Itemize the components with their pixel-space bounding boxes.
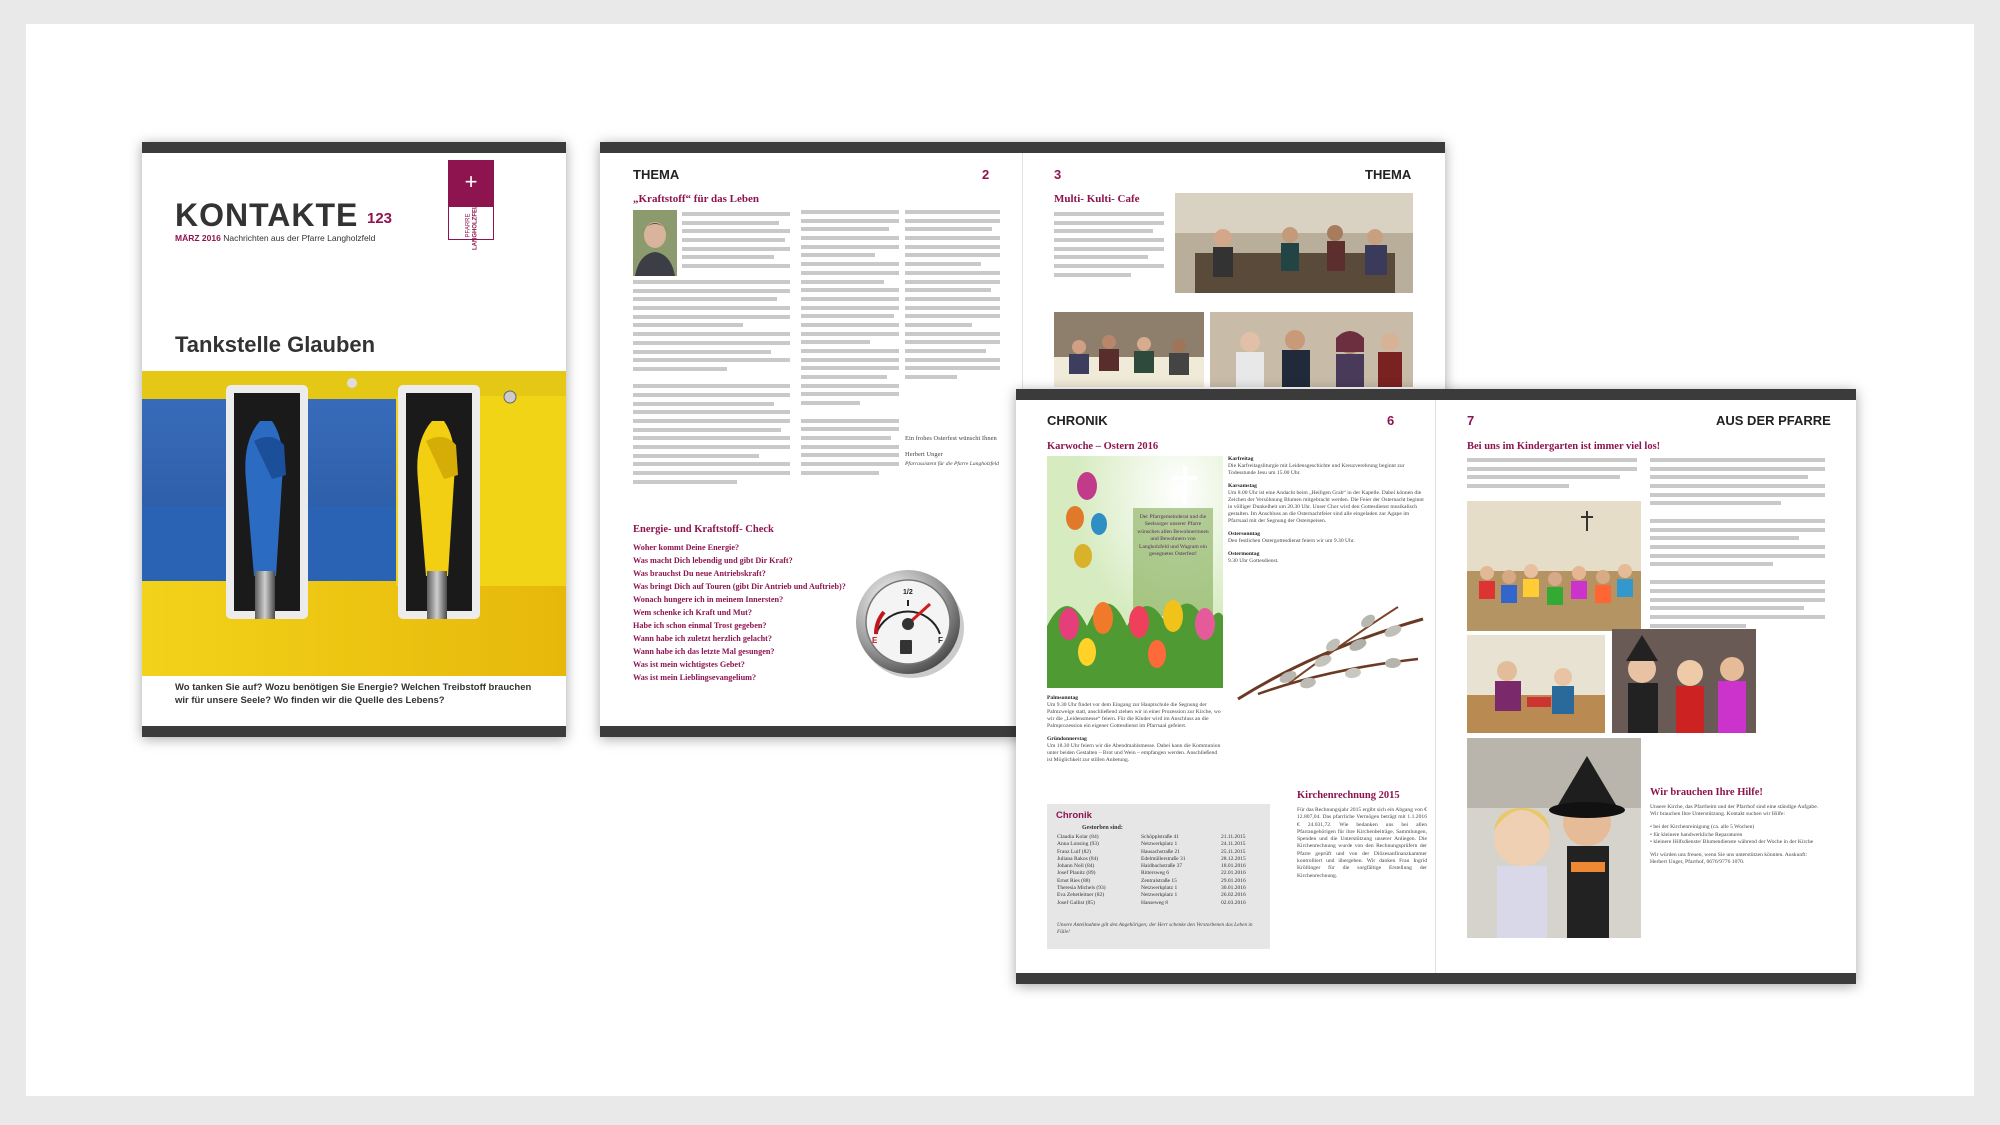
- death-street: Rittersweg 6: [1141, 870, 1169, 877]
- death-name: Juliana Rakos (84): [1057, 855, 1099, 862]
- cafe-photo-1: [1175, 193, 1413, 293]
- day-text: Um 8.00 Uhr ist eine Andacht beim „Heiligen Grab“ in der Kapelle. Dabei können die Zeichen der Versöhnung Blumen mitgebracht werden. Die Feier der Osternacht beginnt in völliger Dunkelheit um 20.30 Uhr. Unser Chor wird den Gottesdienst musikalisch gestalten. Im Anschluss an die Osternachtfeier sind alle eingeladen zur Agape im Pfarrsaal mit der Segnung der Osterspeisen.: [1228, 490, 1424, 524]
- page2-signature: [905, 432, 1015, 468]
- check-question: Was ist mein wichtigstes Gebet?: [633, 660, 745, 669]
- author-role: Pfarrassistent für die Pfarre Langholzfeld: [905, 461, 999, 467]
- help-text: Unsere Kirche, das Pfarrheim und der Pfarrhof sind eine ständige Aufgabe. Wir brauchen Ihre Unterstützung. Kontakt suchen wir Hilfe:: [1650, 804, 1819, 818]
- death-street: Zentralstraße 15: [1141, 877, 1177, 884]
- check-question: Was ist mein Lieblingsevangelium?: [633, 673, 757, 682]
- death-date: 21.11.2015: [1221, 834, 1246, 840]
- death-street: Netzwerkplatz 1: [1141, 841, 1178, 848]
- death-date: 24.11.2015: [1221, 841, 1246, 848]
- death-street: Edelmüllerstraße 31: [1141, 855, 1186, 862]
- page3-title: Multi- Kulti- Cafe: [1054, 193, 1140, 205]
- death-date: 28.12.2015: [1221, 855, 1246, 862]
- death-street: Schöpplstraße 41: [1141, 834, 1180, 840]
- death-street: Netzwerkplatz 1: [1141, 892, 1178, 899]
- gruendonnerstag-title: Gründonnerstag: [1047, 736, 1087, 742]
- cover-title: KONTAKTE: [175, 197, 359, 233]
- death-date: 26.02.2016: [1221, 892, 1246, 899]
- page7-section: AUS DER PFARRE: [1716, 413, 1831, 428]
- check-question-list: [633, 541, 846, 684]
- parish-logo-label: [448, 201, 494, 250]
- issue-number: 123: [367, 210, 393, 227]
- death-entry-row: [1057, 892, 1262, 899]
- death-name: Ernst Ries (88): [1057, 877, 1091, 884]
- death-date: 29.01.2016: [1221, 877, 1246, 884]
- kindergarten-photo-2: [1467, 635, 1605, 733]
- page2-column-1b-text: [633, 280, 790, 510]
- death-date: 18.01.2016: [1221, 863, 1246, 870]
- day-text: Den festlichen Ostergottesdienst feiern wir um 9.30 Uhr.: [1228, 538, 1355, 544]
- death-street: Hanseweg 8: [1141, 899, 1169, 906]
- spread-pages-6-7: [1016, 389, 1856, 984]
- cover-date-line: [175, 233, 375, 243]
- logo-line-2: LANGHOLZFELD: [472, 201, 478, 250]
- kindergarten-photo-3: [1612, 629, 1756, 733]
- check-question: Was bringt Dich auf Touren (gibt Dir Antrieb und Auftrieb)?: [633, 582, 846, 591]
- cover-subtitle: Nachrichten aus der Pfarre Langholzfeld: [223, 233, 376, 243]
- day-title: Ostermontag: [1228, 551, 1260, 557]
- palmsonntag-text: Um 9.30 Uhr findet vor dem Eingang zur Hauptschule die Segnung der Palmzweige statt, anschließend ziehen wir in einer Prozession zur Kirche, wo wir die „Leidensmesse“ feiern. Für die Kinder wird im Anschluss an die Palmprozession ein eigener Gottesdienst im Pfarrsaal gefeiert.: [1047, 702, 1221, 729]
- check-question: Habe ich schon einmal Trost gegeben?: [633, 621, 767, 630]
- page7-intro-text: [1467, 458, 1637, 498]
- gauge-empty-label: E: [872, 636, 878, 645]
- page2-section: THEMA: [633, 167, 680, 182]
- gauge-full-label: F: [938, 636, 943, 645]
- help-item-text: bei der Kirchenreinigung (ca. alle 5 Wochen): [1653, 824, 1755, 831]
- help-item: • für kleinere handwerkliche Reparaturen: [1650, 831, 1743, 838]
- death-name: Theresia Michels (93): [1057, 885, 1106, 892]
- cover-page: [142, 142, 566, 737]
- page2-column-3-text: [905, 210, 1000, 420]
- death-street: Netzwerkplatz 1: [1141, 885, 1178, 892]
- page7-number: 7: [1467, 413, 1475, 428]
- chronik-box: [1047, 804, 1270, 949]
- day-title: Ostersonntag: [1228, 531, 1261, 537]
- death-name: Franz Luif (82): [1057, 848, 1091, 855]
- spread-gutter: [1435, 400, 1436, 973]
- kindergarten-photo-4: [1467, 738, 1641, 938]
- check-question: Wonach hungere ich in meinem Innersten?: [633, 595, 784, 604]
- check-question: Was brauchst Du neue Antriebskraft?: [633, 569, 766, 578]
- death-entry-row: [1057, 841, 1262, 848]
- cover-teaser: Wo tanken Sie auf? Wozu benötigen Sie Energie? Welchen Treibstoff brauchen wir für unsere Seele? Wo finden wir die Quelle des Lebens?: [175, 682, 532, 706]
- death-entry-row: [1057, 878, 1262, 885]
- logo-line-1: PFARRE: [465, 213, 472, 238]
- cafe-photo-2: [1054, 312, 1204, 387]
- death-date: 22.01.2016: [1221, 870, 1246, 877]
- help-item: • kleinere Hilfsdienste/ Blumendienste während der Woche in der Kirche: [1650, 838, 1814, 845]
- check-question: Wann habe ich zuletzt herzlich gelacht?: [633, 634, 772, 643]
- chronik-note: Unsere Anteilnahme gilt den Angehörigen; der Herr schenke den Verstorbenen das Leben in Fülle!: [1057, 922, 1253, 935]
- page6-number: 6: [1387, 413, 1395, 428]
- deaths-list: [1057, 834, 1262, 907]
- page2-column-1-text: [682, 212, 790, 276]
- palmsonntag-title: Palmsonntag: [1047, 695, 1079, 701]
- day-text: 9.30 Uhr Gottesdienst.: [1228, 558, 1279, 564]
- death-date: 02.03.2016: [1221, 899, 1246, 906]
- easter-card-text: Der Pfarrgemeinderat und die Seelsorger unserer Pfarre wünschen allen Bewohnerinnen und Bewohnern von Langholzfeld und Wagram ein gesegnetes Osterfest!: [1137, 514, 1209, 558]
- page2-article-title: „Kraftstoff“ für das Leben: [633, 193, 759, 205]
- death-name: Anna Lonsing (93): [1057, 841, 1099, 848]
- day-title: Karfreitag: [1228, 456, 1254, 462]
- rechnung-text: Für das Rechnungsjahr 2015 ergibt sich ein Abgang von € 12.807,04. Das pfarrliche Vermögen beträgt mit 1.1.2016 € 24.031,72. Wie bedanken uns bei allen Pfarrangehörigen für ihre Kirchenbeiträge, Sammlungen, Spenden und die Unterstützung unserer Anliegen. Die Kirchenrechnung wurde von den Rechnungsprüfern der Pfarre geprüft und von der Diözesanfinanzkammer kontrolliert und übergeben. Wir danken Frau Ingrid Kröllinger für die sorgfältige Erstellung der Kirchenrechnung.: [1297, 807, 1427, 879]
- death-name: Claudia Kolar (84): [1057, 834, 1099, 840]
- death-street: Hausachstraße 21: [1141, 848, 1180, 855]
- holy-week-schedule: [1228, 456, 1428, 565]
- gestorben-label: Gestorben sind:: [1082, 825, 1123, 831]
- help-item-text: kleinere Hilfsdienste/ Blumendienste während der Woche in der Kirche: [1653, 838, 1814, 845]
- check-title: Energie- und Kraftstoff- Check: [633, 524, 774, 535]
- author-portrait: [633, 210, 677, 276]
- page7-title: Bei uns im Kindergarten ist immer viel los!: [1467, 441, 1661, 452]
- fuel-gauge-graphic: [850, 562, 970, 682]
- parish-logo: +: [448, 160, 494, 206]
- signature-text: Ein frohes Osterfest wünscht Ihnen: [905, 435, 997, 442]
- willow-catkins-photo: [1228, 599, 1428, 709]
- death-entry-row: [1057, 870, 1262, 877]
- cover-headline: Tankstelle Glauben: [175, 332, 376, 357]
- chronik-box-title: Chronik: [1056, 810, 1092, 821]
- cafe-photo-3: [1210, 312, 1413, 387]
- easter-card-image: [1047, 456, 1223, 688]
- check-question: Was macht Dich lebendig und gibt Dir Kraft?: [633, 556, 793, 565]
- help-block: [1650, 804, 1825, 866]
- day-title: Karsamstag: [1228, 483, 1257, 489]
- help-item: • bei der Kirchenreinigung (ca. alle 5 Wochen): [1650, 824, 1755, 831]
- page3-number: 3: [1054, 167, 1062, 182]
- gauge-half-label: 1/2: [903, 589, 913, 596]
- help-item-text: für kleinere handwerkliche Reparaturen: [1653, 831, 1743, 838]
- gruendonnerstag-text: Um 18.30 Uhr feiern wir die Abendmahlsmesse. Dabei kann die Kommunion unter beiden Gestalten – Brot und Wein – empfangen werden. Anschließend ist Möglichkeit zur stillen Anbetung.: [1047, 743, 1221, 763]
- death-name: Eva Zehetleitner (82): [1057, 892, 1105, 899]
- help-contact: Wir würden uns freuen, wenn Sie uns unterstützen könnten. Auskunft: Herbert Unger, Pfarrhof, 0676/9776 1070.: [1650, 852, 1808, 866]
- fuel-pump-photo: [142, 371, 566, 676]
- death-date: 30.01.2016: [1221, 885, 1246, 892]
- check-question: Wem schenke ich Kraft und Mut?: [633, 608, 752, 617]
- kindergarten-photo-1: [1467, 501, 1641, 631]
- death-name: Josef Planitz (89): [1057, 870, 1096, 877]
- death-name: Johann Noll (84): [1057, 863, 1095, 870]
- rechnung-title: Kirchenrechnung 2015: [1297, 790, 1400, 801]
- page3-text: [1054, 212, 1164, 290]
- page2-number: 2: [982, 167, 990, 182]
- death-name: Josef Gallist (85): [1057, 899, 1095, 906]
- fuel-pump-illustration: [142, 371, 566, 676]
- day-text: Die Karfreitagsliturgie mit Leidensgeschichte und Kreuzverehrung beginnt zur Todesstunde Jesu um 15.00 Uhr.: [1228, 463, 1405, 476]
- death-street: Haidbachstraße 37: [1141, 863, 1183, 870]
- karwoche-title: Karwoche – Ostern 2016: [1047, 441, 1159, 452]
- death-date: 25.11.2015: [1221, 848, 1246, 855]
- page6-section: CHRONIK: [1047, 413, 1108, 428]
- death-entry-row: [1057, 900, 1262, 907]
- page2-column-2-text: [801, 210, 899, 510]
- help-title: Wir brauchen Ihre Hilfe!: [1650, 787, 1763, 798]
- page3-section: THEMA: [1365, 167, 1412, 182]
- page7-right-text: [1650, 458, 1825, 598]
- cover-date: MÄRZ 2016: [175, 233, 221, 243]
- check-question: Wann habe ich das letzte Mal gesungen?: [633, 647, 775, 656]
- palmsonntag-block: [1047, 695, 1223, 764]
- death-entry-row: [1057, 849, 1262, 856]
- author-name: Herbert Unger: [905, 451, 943, 458]
- check-question: Woher kommt Deine Energie?: [633, 543, 740, 552]
